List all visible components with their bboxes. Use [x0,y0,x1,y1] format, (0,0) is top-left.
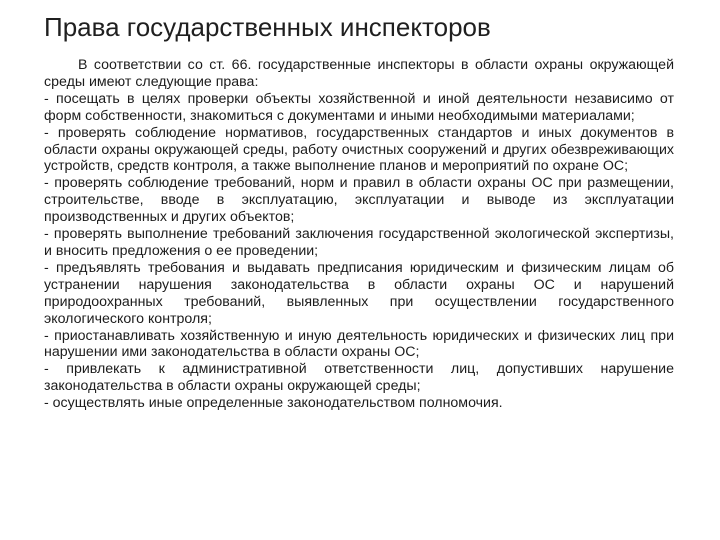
slide-body [44,57,674,412]
list-item-8: - осуществлять иные определенные законодательством полномочия. [44,395,503,412]
list-item-5: - предъявлять требования и выдавать предписания юридическим и физическим лицам об устранении нарушения законодательства в области охраны ОС и нарушений природоохранных требований, выявленных при осуществлении государственного экологического контроля; [44,259,674,327]
slide-title: Права государственных инспекторов [44,12,491,42]
intro-paragraph: В соответствии со ст. 66. государственные инспекторы в области охраны окружающей среды имеют следующие права: [44,57,674,90]
list-item-3: - проверять соблюдение требований, норм и правил в области охраны ОС при размещении, строительстве, вводе в эксплуатацию, эксплуатации и выводе из эксплуатации производственных и других объектов; [44,175,674,226]
list-item-1: - посещать в целях проверки объекты хозяйственной и иной деятельности независимо от форм собственности, знакомиться с документами и иными необходимыми материалами; [44,90,674,124]
list-item-4: - проверять выполнение требований заключения государственной экологической экспертизы, и вносить предложения о ее проведении; [44,226,674,259]
list-item-2: - проверять соблюдение нормативов, государственных стандартов и иных документов в области охраны окружающей среды, работу очистных сооружений и других обезвреживающих устройств, средств контроля, а также выполнение планов и мероприятий по охране ОС; [44,124,674,175]
list-item-7: - привлекать к административной ответственности лиц, допустивших нарушение законодательства в области охраны окружающей среды; [44,361,674,395]
list-item-6: - приостанавливать хозяйственную и иную деятельность юридических и физических лиц при нарушении ими законодательства в области охраны ОС; [44,327,674,361]
